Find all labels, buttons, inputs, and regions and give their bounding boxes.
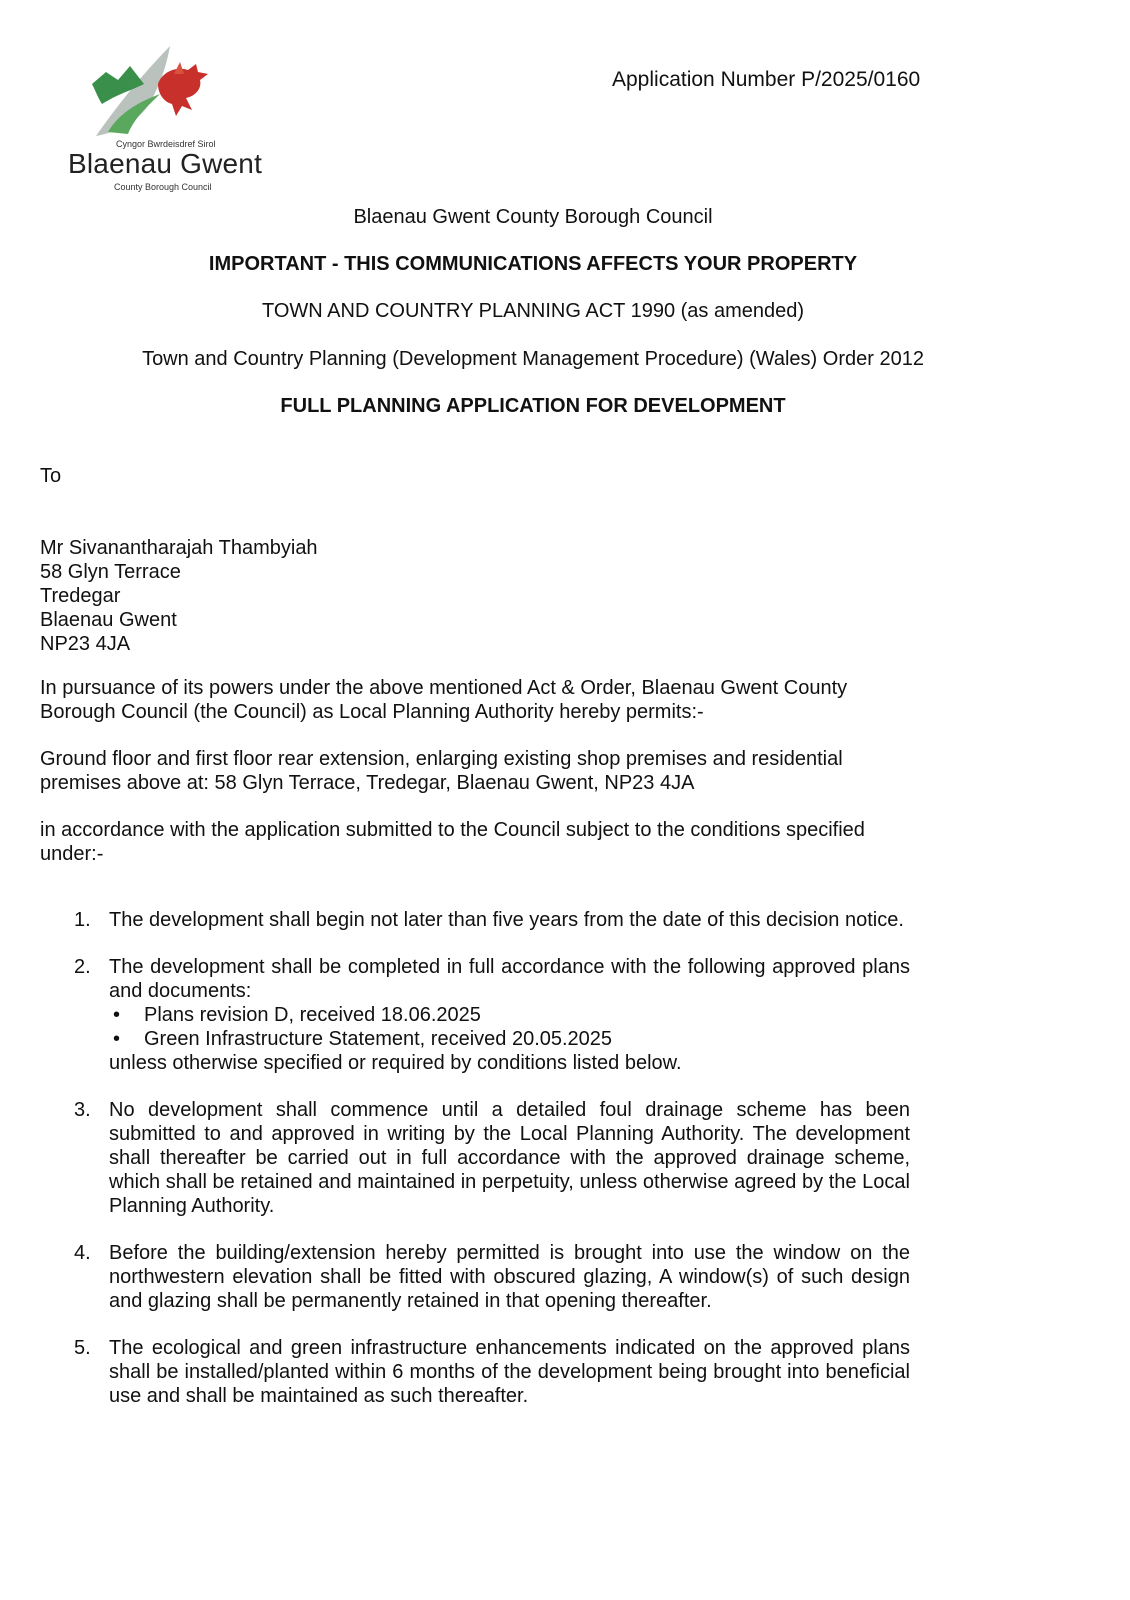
condition-item	[40, 1098, 910, 1218]
condition-number: 3.	[74, 1099, 91, 1121]
address-line: Mr Sivanantharajah Thambyiah	[40, 537, 318, 559]
logo-welsh-text: Cyngor Bwrdeisdref Sirol	[116, 139, 216, 149]
address-line: 58 Glyn Terrace	[40, 561, 181, 583]
condition-item	[40, 1336, 910, 1408]
development-description: Ground floor and first floor rear extension, enlarging existing shop premises and residential premises above at: 58 Glyn Terrace, Tredegar, Blaenau Gwent, NP23 4JA	[40, 748, 843, 794]
condition-text: No development shall commence until a detailed foul drainage scheme has been submitted to and approved in writing by the Local Planning Authority. The development shall thereafter be carried out in full accordance with the approved drainage scheme, which shall be retained and maintained in perpetuity, unless otherwise agreed by the Local Planning Authority.	[109, 1099, 910, 1217]
address-line: NP23 4JA	[40, 633, 131, 655]
approved-document-text: Plans revision D, received 18.06.2025	[144, 1004, 481, 1026]
approved-document-item	[109, 1003, 910, 1027]
approved-document-item	[109, 1027, 910, 1051]
condition-number: 4.	[74, 1242, 91, 1264]
to-label: To	[40, 465, 62, 487]
important-notice: IMPORTANT - THIS COMMUNICATIONS AFFECTS YOUR PROPERTY	[208, 253, 858, 275]
intro-paragraph: In pursuance of its powers under the above mentioned Act & Order, Blaenau Gwent County Borough Council (the Council) as Local Planning Authority hereby permits:-	[40, 677, 848, 723]
condition-text: The ecological and green infrastructure enhancements indicated on the approved plans shall be installed/planted within 6 months of the development being brought into beneficial use and shall be maintained as such thereafter.	[109, 1337, 910, 1407]
council-logo	[66, 44, 276, 194]
dragon-mountain-icon	[88, 44, 218, 140]
condition-item	[40, 955, 910, 1075]
condition-item	[40, 908, 910, 932]
document-title: FULL PLANNING APPLICATION FOR DEVELOPMENT	[280, 395, 786, 417]
logo-name: Blaenau Gwent	[68, 148, 263, 179]
bullet-icon: •	[113, 1028, 121, 1050]
accordance-paragraph: in accordance with the application submitted to the Council subject to the conditions specified under:-	[40, 819, 865, 865]
condition-tail: unless otherwise specified or required by conditions listed below.	[109, 1052, 682, 1074]
bullet-icon: •	[113, 1004, 121, 1026]
condition-item	[40, 1241, 910, 1313]
condition-number: 1.	[74, 909, 91, 931]
address-line: Tredegar	[40, 585, 121, 607]
council-name: Blaenau Gwent County Borough Council	[353, 206, 713, 228]
approved-documents-list	[109, 1003, 910, 1051]
condition-number: 2.	[74, 956, 91, 978]
logo-subtitle: County Borough Council	[114, 182, 212, 192]
condition-number: 5.	[74, 1337, 91, 1359]
approved-document-text: Green Infrastructure Statement, received 20.05.2025	[144, 1028, 613, 1050]
condition-text: The development shall begin not later than five years from the date of this decision notice.	[109, 909, 904, 931]
condition-text: Before the building/extension hereby permitted is brought into use the window on the northwestern elevation shall be fitted with obscured glazing, A window(s) of such design and glazing shall be permanently retained in that opening thereafter.	[109, 1242, 910, 1312]
act-title: TOWN AND COUNTRY PLANNING ACT 1990 (as amended)	[261, 300, 805, 322]
address-line: Blaenau Gwent	[40, 609, 177, 631]
recipient-address	[40, 536, 920, 656]
order-title: Town and Country Planning (Development Management Procedure) (Wales) Order 2012	[142, 348, 924, 370]
condition-text: The development shall be completed in full accordance with the following approved plans and documents:	[109, 956, 910, 1002]
conditions-list	[40, 908, 910, 1431]
application-number: Application Number P/2025/0160	[612, 68, 921, 91]
